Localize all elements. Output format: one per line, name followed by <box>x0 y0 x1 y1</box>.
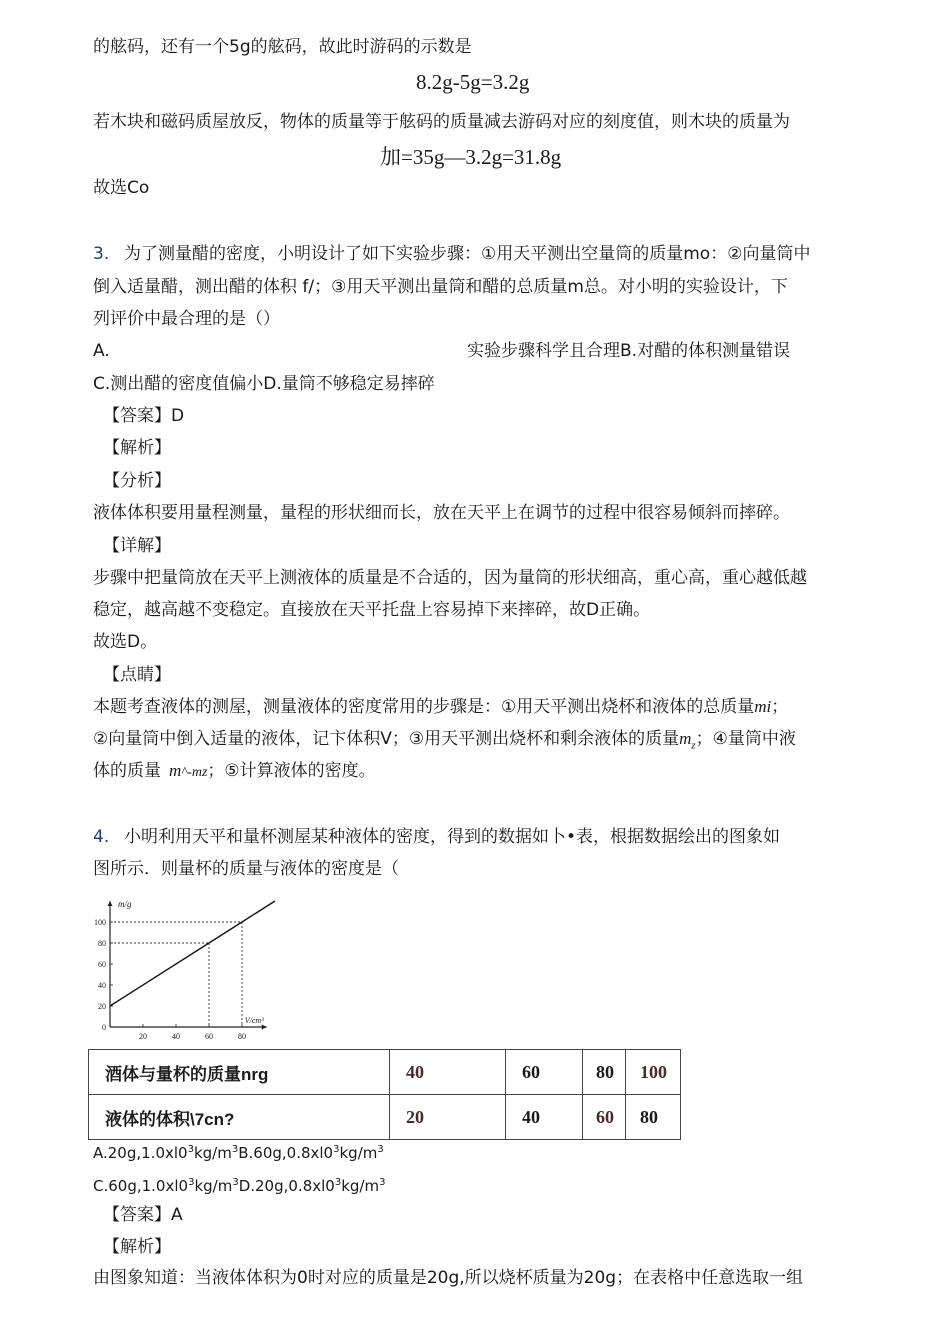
exponent: 3 <box>333 1144 340 1155</box>
table-cell: 40 <box>390 1050 506 1095</box>
table-row <box>89 1050 681 1095</box>
y-tick-label: 100 <box>94 918 106 927</box>
question-4-number: 4. <box>93 827 110 847</box>
symbol-m2-subscript: z <box>691 739 696 752</box>
y-tick-label: 20 <box>98 1002 106 1011</box>
exponent: 3 <box>231 1144 239 1155</box>
y-axis-arrow <box>108 901 113 906</box>
question-3-options-cd: C.测出醋的密度值偏小D.量筒不够稳定易摔碎 <box>93 374 435 394</box>
table-cell: 100 <box>626 1050 681 1095</box>
question-4-jiexi-heading: 【解析】 <box>103 1237 171 1257</box>
x-axis-arrow <box>262 1025 267 1030</box>
unit: kg/m <box>341 1177 380 1195</box>
question-3-options-ab: 实验步骤科学且合理B.对醋的体积测量错误 <box>467 341 791 361</box>
dianjing-2-text: ②向量筒中倒入适量的液体，记卞体积V；③用天平测出烧杯和剩余液体的质量 <box>93 729 680 749</box>
text-line-weights: 的舷码，还有一个5g的舷码，故此时游码的示数是 <box>93 37 472 57</box>
question-4-answer: 【答案】A <box>103 1205 183 1225</box>
question-4-options-ab <box>93 1144 384 1162</box>
question-3-option-a-label: A. <box>93 341 110 361</box>
question-3-dianjing-3 <box>93 761 376 783</box>
dianjing-2-end: ；④量筒中液 <box>695 729 796 749</box>
exponent: 3 <box>334 1177 342 1188</box>
option-d-value: D.20g,0.8xl0 <box>238 1177 335 1195</box>
question-3-detail-1: 步骤中把量筒放在天平上测液体的质量是不合适的，因为量筒的形状细高，重心高，重心越低越 <box>93 568 807 588</box>
table-cell: 80 <box>626 1095 681 1140</box>
unit: kg/m <box>339 1144 378 1162</box>
option-a-value: A.20g,1.0xl0 <box>93 1144 188 1162</box>
symbol-difference: ^-mz <box>181 765 208 780</box>
y-tick-label: 0 <box>102 1023 106 1032</box>
question-3-dianjing-heading: 【点睛】 <box>103 665 171 685</box>
y-tick-label: 80 <box>98 939 106 948</box>
question-3-fenxi-text: 液体体积要用量程测量，量程的形状细而长，放在天平上在调节的过程中很容易倾斜而摔碎。 <box>93 503 790 523</box>
table-cell: 60 <box>583 1095 626 1140</box>
question-3-dianjing-1 <box>93 697 788 717</box>
option-b-value: B.60g,0.8xl0 <box>238 1144 334 1162</box>
y-axis-label: m/g <box>118 899 132 909</box>
table-cell: 20 <box>390 1095 506 1140</box>
question-3-fenxi-heading: 【分析】 <box>103 471 171 491</box>
question-3-dianjing-2 <box>93 729 796 755</box>
question-3-jiexi-heading: 【解析】 <box>103 438 171 458</box>
symbol-m: m <box>169 761 182 780</box>
x-tick-label: 20 <box>139 1032 147 1041</box>
table-cell: 80 <box>583 1050 626 1095</box>
text-line-reversed: 若木块和磁码质屋放反，物体的质量等于舷码的质量减去游码对应的刻度值，则木块的质量为 <box>93 112 790 132</box>
x-tick-label: 80 <box>238 1032 246 1041</box>
dianjing-1-text: 本题考查液体的测屋，测量液体的密度常用的步骤是：①用天平测出烧杯和液体的总质量 <box>93 697 755 717</box>
table-cell: 40 <box>506 1095 583 1140</box>
y-tick-label: 40 <box>98 981 106 990</box>
x-tick-label: 60 <box>205 1032 213 1041</box>
unit: kg/m <box>194 1177 233 1195</box>
dianjing-3-end: ；⑤计算液体的密度。 <box>207 761 376 781</box>
option-c-value: C.60g,1.0xl0 <box>93 1177 189 1195</box>
exponent: 3 <box>232 1177 239 1188</box>
x-axis-label: V/cm³ <box>244 1016 264 1025</box>
series-line <box>110 901 275 1006</box>
symbol-m2: m <box>679 729 692 748</box>
question-3-text-1: 为了测量醋的密度，小明设计了如下实验步骤：①用天平测出空量筒的质量mo：②向量筒中 <box>124 244 811 264</box>
question-4-text-2: 图所示．则量杯的质量与液体的密度是（ <box>93 859 399 879</box>
table-cell-header-mass: 酒体与量杯的质量nrg <box>89 1050 390 1095</box>
exponent: 3 <box>187 1144 194 1155</box>
question-4-options-cd <box>93 1177 385 1195</box>
dianjing-3-text: 体的质量 <box>93 761 161 781</box>
mass-volume-graph <box>88 884 278 1049</box>
question-4-explanation: 由图象知道：当液体体积为0时对应的质量是20g,所以烧杯质量为20g；在表格中任意选取一组 <box>93 1268 804 1288</box>
dianjing-1-end: ； <box>771 697 789 717</box>
question-4-text-1: 小明利用天平和量杯测屋某种液体的密度，得到的数据如卜•表，根据数据绘出的图象如 <box>124 827 781 847</box>
table-row <box>89 1095 681 1140</box>
unit: kg/m <box>193 1144 232 1162</box>
table-cell: 60 <box>506 1050 583 1095</box>
question-3-answer: 【答案】D <box>103 406 185 426</box>
equation-reading: 8.2g-5g=3.2g <box>416 70 530 94</box>
x-tick-label: 40 <box>172 1032 180 1041</box>
question-3-detail-2: 稳定，越高越不变稳定。直接放在天平托盘上容易掉下来摔碎，故D正确。 <box>93 600 651 620</box>
question-3-select: 故选D。 <box>93 632 158 652</box>
y-tick-label: 60 <box>98 960 106 969</box>
exponent: 3 <box>377 1144 384 1155</box>
text-line-select: 故选Co <box>93 178 150 198</box>
exponent: 3 <box>379 1177 386 1188</box>
question-3-number: 3. <box>93 244 110 264</box>
data-table <box>88 1049 681 1140</box>
question-3-text-2: 倒入适量醋，测出醋的体积 f/；③用天平测出量筒和醋的总质量m总。对小明的实验设计，下 <box>93 277 788 297</box>
exponent: 3 <box>188 1177 195 1188</box>
equation-mass: 加=35g—3.2g=31.8g <box>380 145 562 169</box>
table-cell-header-volume: 液体的体积\7cn? <box>89 1095 390 1140</box>
question-3-text-3: 列评价中最合理的是（） <box>93 309 280 329</box>
symbol-m1: mi <box>754 697 772 716</box>
question-3-xiangjie-heading: 【详解】 <box>103 536 171 556</box>
